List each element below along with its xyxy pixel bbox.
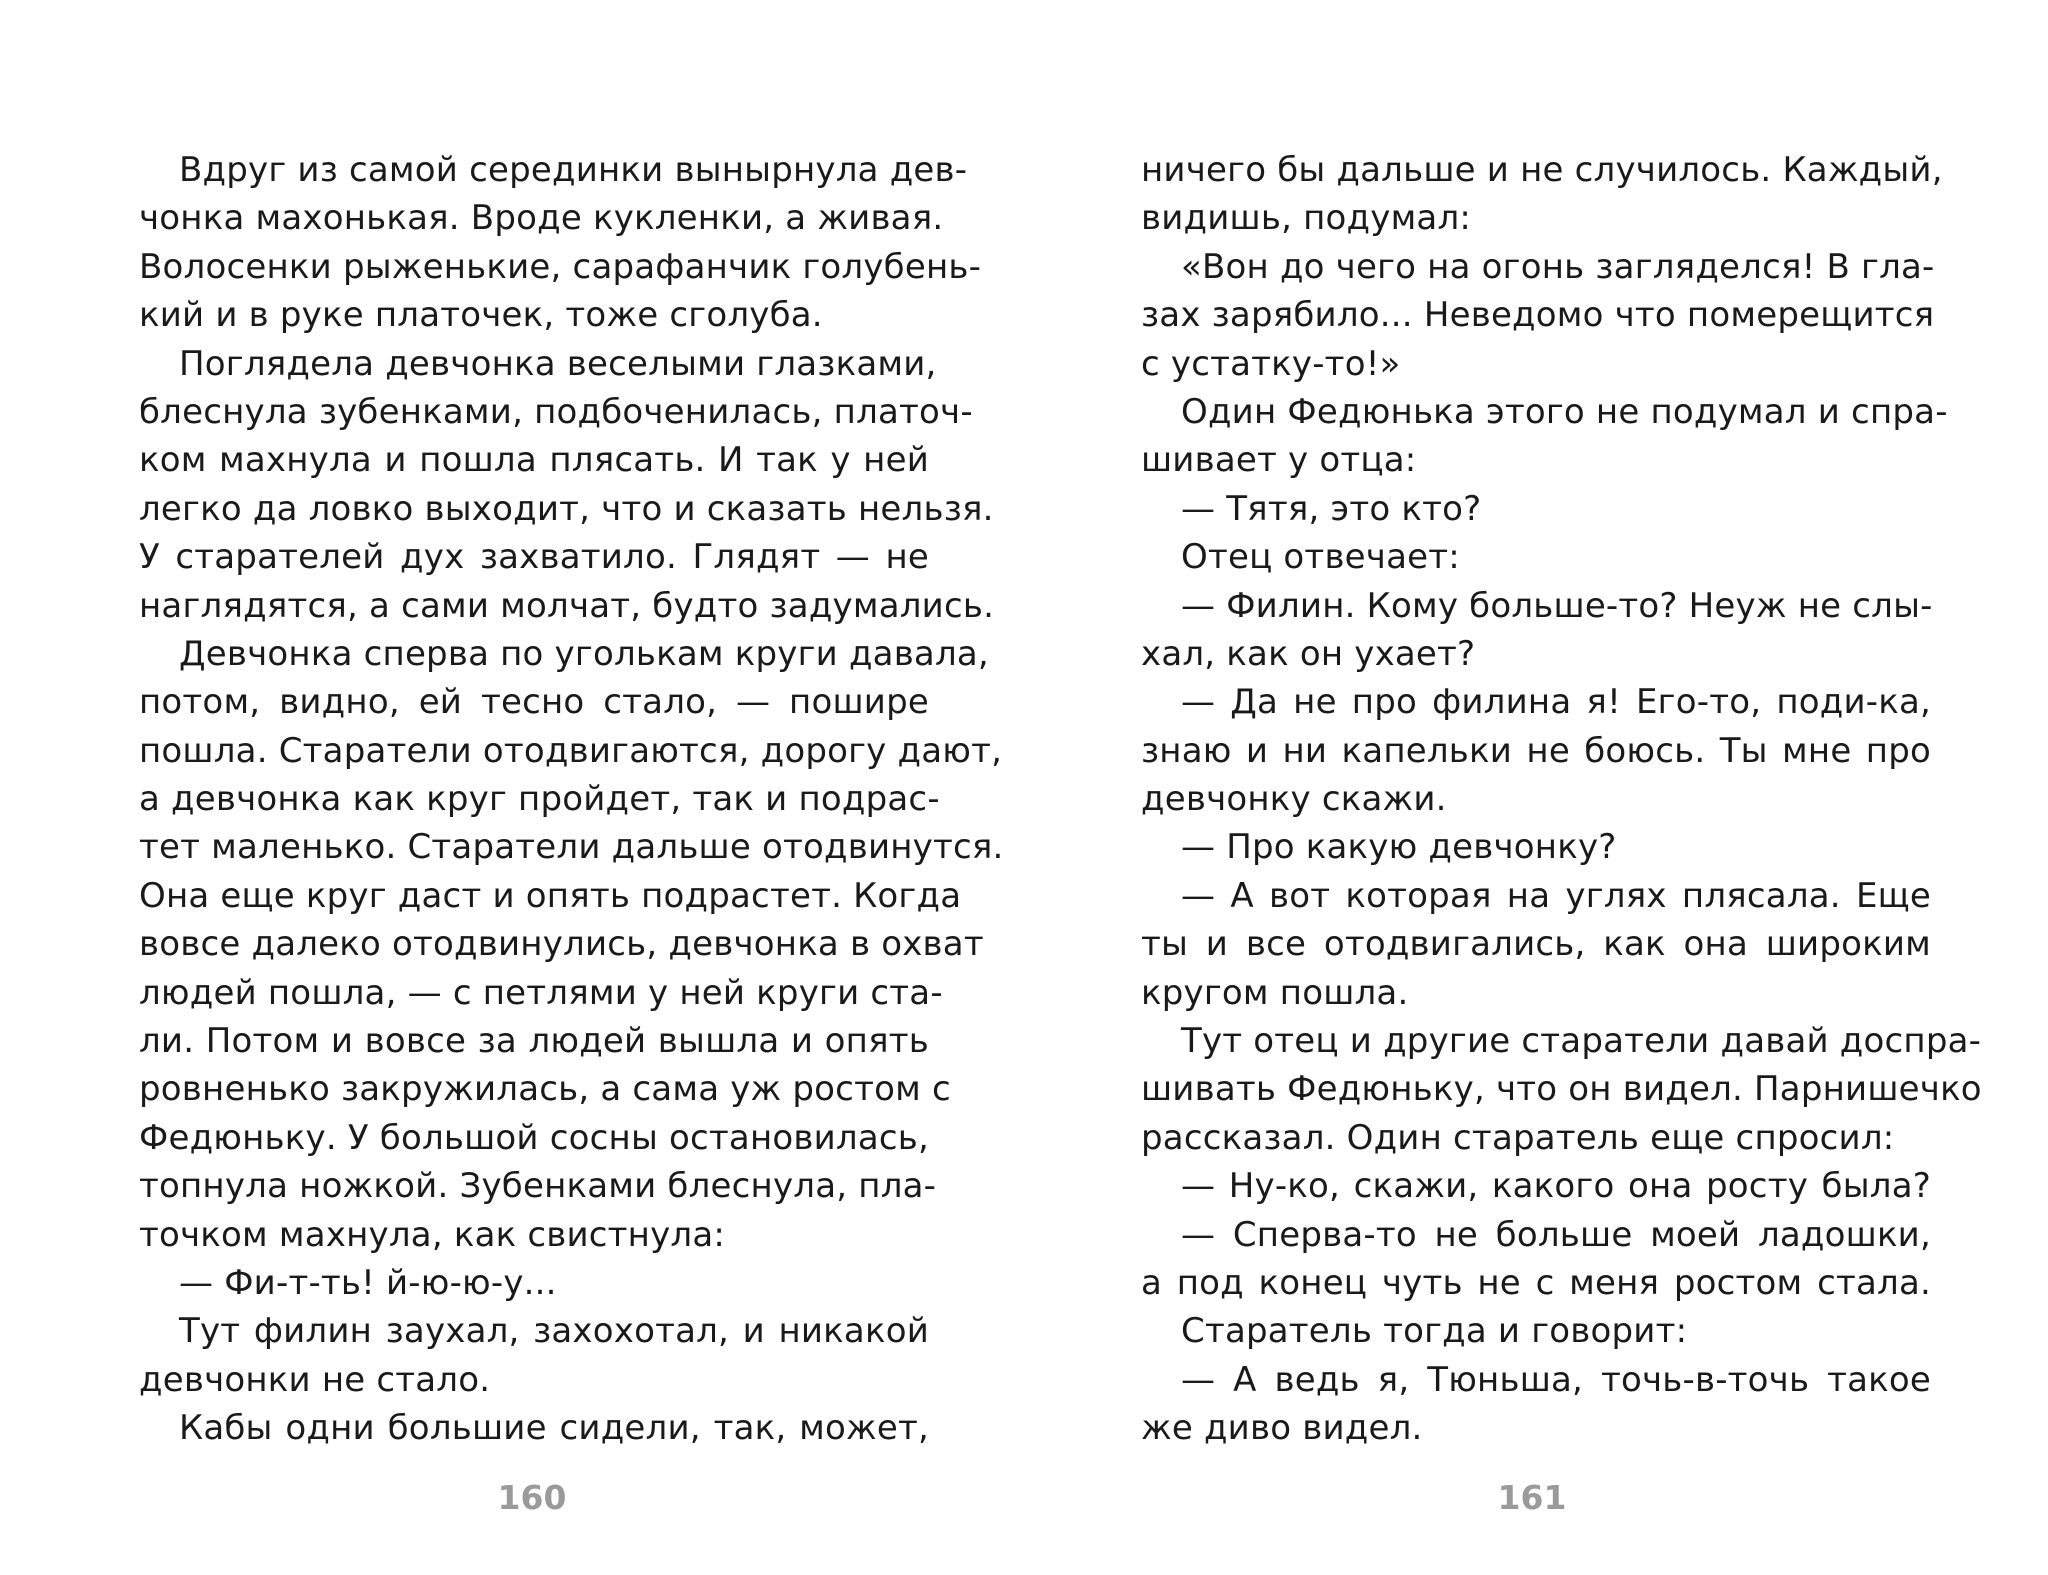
text-line: — Фи-т-ть! й-ю-ю-у... [179,1262,557,1303]
text-line: Кабы одни большие сидели, так, может, [179,1408,929,1449]
text-line: Девчонка сперва по уголькам круги давала, [179,633,989,674]
text-line: рассказал. Один старатель еще спросил: [1141,1117,1895,1158]
text-line: вовсе далеко отодвинулись, девчонка в охват [139,924,984,965]
text-line: ты и все отодвигались, как она широким [1141,924,1931,965]
text-line: зах зарябило... Неведомо что померещится [1141,295,1935,336]
text-line: — Тятя, это кто? [1181,488,1482,529]
text-line: шивает у отца: [1141,440,1417,481]
left-page [139,146,1004,1453]
text-line: хал, как он ухает? [1141,633,1476,674]
text-line: Тут филин заухал, захохотал, и никакой [179,1311,929,1352]
text-line: — Про какую девчонку? [1181,827,1617,868]
text-line: Поглядела девчонка веселыми глазками, [179,343,937,384]
text-line: чонка махонькая. Вроде кукленки, а живая. [139,198,944,239]
text-line: шивать Федюньку, что он видел. Парнишечко [1141,1069,1982,1110]
text-line: Волосенки рыженькие, сарафанчик голубень- [139,246,982,287]
right-page [1141,146,1982,1453]
text-line: Отец отвечает: [1181,537,1460,578]
text-line: тет маленько. Старатели дальше отодвинутся. [139,827,1004,868]
text-line: У старателей дух захватило. Глядят — не [139,537,929,578]
text-line: знаю и ни капельки не боюсь. Ты мне про [1141,730,1931,771]
page-number-right: 161 [1497,1478,1567,1517]
text-line: легко да ловко выходит, что и сказать нельзя. [139,488,994,529]
text-line: — Ну-ко, скажи, какого она росту была? [1181,1166,1931,1207]
text-line: — А вот которая на углях плясала. Еще [1181,875,1931,916]
text-line: ровненько закружилась, а сама уж ростом с [139,1069,951,1110]
text-line: Один Федюнька этого не подумал и спра- [1181,391,1948,432]
text-line: а под конец чуть не с меня ростом стала. [1141,1262,1931,1303]
text-line: ком махнула и пошла плясать. И так у ней [139,440,929,481]
text-line: кругом пошла. [1141,972,1409,1013]
text-line: «Вон до чего на огонь загляделся! В гла- [1181,246,1935,287]
text-line: — Да не про филина я! Его-то, поди-ка, [1181,682,1931,723]
text-line: же диво видел. [1141,1408,1423,1449]
text-line: кий и в руке платочек, тоже сголуба. [139,295,823,336]
text-line: людей пошла, — с петлями у ней круги ста- [139,972,943,1013]
text-line: ли. Потом и вовсе за людей вышла и опять [139,1021,929,1062]
text-line: Она еще круг даст и опять подрастет. Когда [139,875,962,916]
right-page-text [1141,146,1982,1453]
left-page-text [139,146,1004,1453]
text-line: точком махнула, как свистнула: [139,1214,726,1255]
text-line: а девчонка как круг пройдет, так и подрас- [139,779,940,820]
page-number-left: 160 [497,1478,567,1517]
text-line: Вдруг из самой серединки вынырнула дев- [179,150,968,190]
text-line: — Филин. Кому больше-то? Неуж не слы- [1181,585,1933,626]
text-line: — Сперва-то не больше моей ладошки, [1181,1214,1931,1255]
text-line: пошла. Старатели отодвигаются, дорогу дают, [139,730,1003,771]
text-line: Тут отец и другие старатели давай доспра- [1181,1021,1982,1062]
text-line: Старатель тогда и говорит: [1181,1311,1688,1352]
text-line: Федюньку. У большой сосны остановилась, [139,1117,930,1158]
text-line: с устатку-то!» [1141,343,1401,384]
text-line: блеснула зубенками, подбоченилась, платоч- [139,391,973,432]
text-line: девчонки не стало. [139,1359,491,1400]
text-line: топнула ножкой. Зубенками блеснула, пла- [139,1166,937,1207]
text-line: наглядятся, а сами молчат, будто задумались. [139,585,995,626]
text-line: видишь, подумал: [1141,198,1472,239]
text-line: — А ведь я, Тюньша, точь-в-точь такое [1181,1359,1931,1400]
text-line: девчонку скажи. [1141,779,1447,820]
text-line: потом, видно, ей тесно стало, — пошире [139,682,929,723]
text-line: ничего бы дальше и не случилось. Каждый, [1141,150,1943,190]
